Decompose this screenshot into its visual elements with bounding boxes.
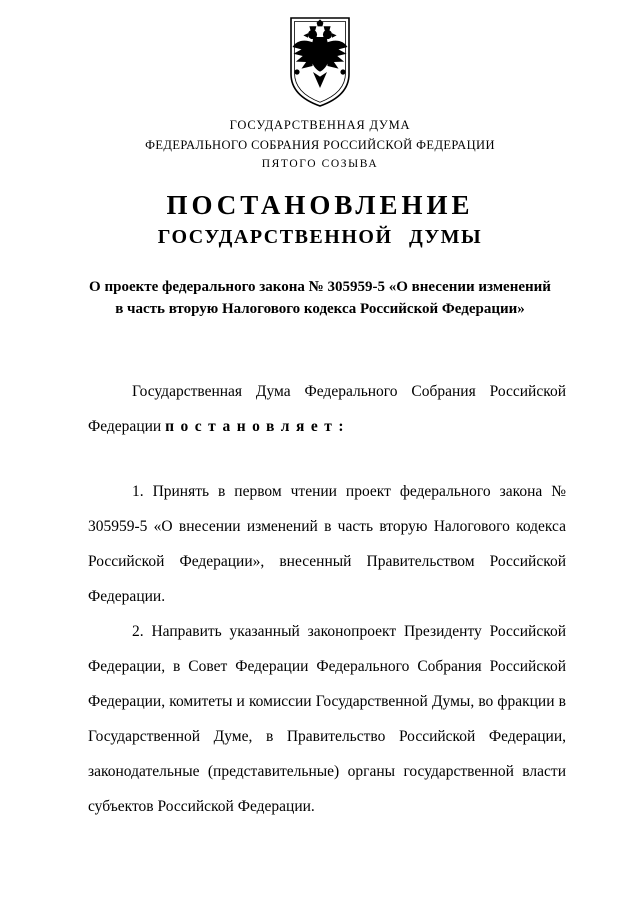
emblem-container xyxy=(288,16,352,108)
body-paragraph-1: 1. Принять в первом чтении проект федерального закона № 305959-5 «О внесении изменений в часть вторую Налогового кодекса Российской Федерации», внесенный Правительством Российской Федерации. xyxy=(88,483,566,605)
document-body xyxy=(0,374,640,824)
header-institution: ГОСУДАРСТВЕННАЯ ДУМА xyxy=(229,118,411,132)
body-paragraph-2: 2. Направить указанный законопроект Президенту Российской Федерации, в Совет Федерации Федерального Собрания Российской Федерации, комитеты и комиссии Государственной Думы, во фракции в Государственной Думе, в Правительство Российской Федерации, законодательные (представительные) органы государственной власти субъектов Российской Федерации. xyxy=(88,623,566,815)
intro-paragraph xyxy=(88,374,566,444)
title-resolution: ПОСТАНОВЛЕНИЕ xyxy=(166,190,474,220)
subject-heading xyxy=(0,276,640,320)
subject-line-1: О проекте федерального закона № 305959-5 «О внесении изменений xyxy=(89,279,551,295)
intro-verb: постановляет: xyxy=(165,418,351,435)
subject-line-2: в часть вторую Налогового кодекса Российской Федерации» xyxy=(115,301,525,317)
title-authority: ГОСУДАРСТВЕННОЙ ДУМЫ xyxy=(157,226,483,248)
document-header xyxy=(0,118,640,170)
intro-text: Государственная Дума Федерального Собрания Российской Федерации xyxy=(88,383,566,435)
russia-coat-of-arms-icon xyxy=(288,16,352,108)
document-title xyxy=(0,190,640,249)
header-assembly: ФЕДЕРАЛЬНОГО СОБРАНИЯ РОССИЙСКОЙ ФЕДЕРАЦИИ xyxy=(145,138,495,152)
header-convocation: ПЯТОГО СОЗЫВА xyxy=(261,158,379,170)
